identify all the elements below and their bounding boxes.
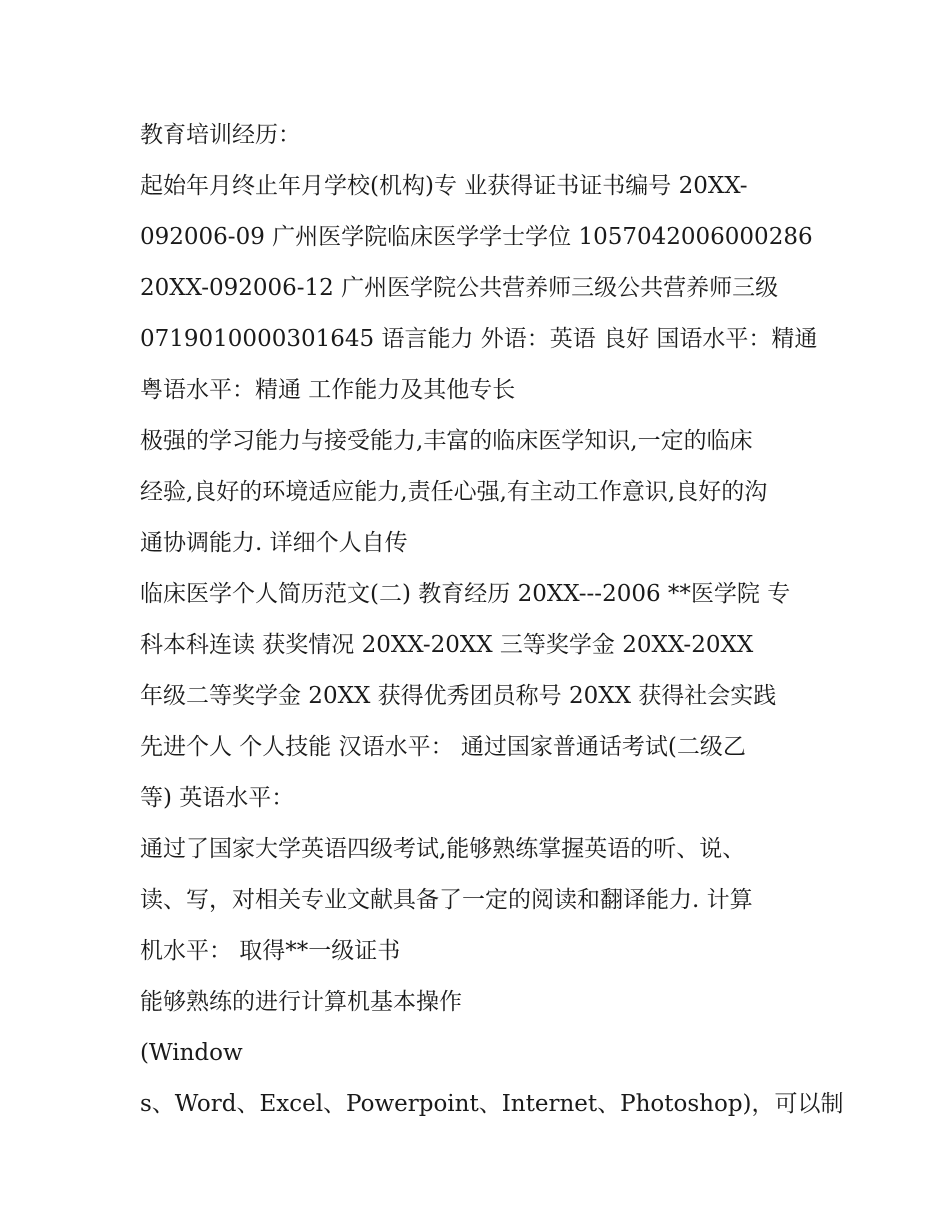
- text-line: 极强的学习能力与接受能力,丰富的临床医学知识,一定的临床: [140, 428, 753, 454]
- text-line: 临床医学个人简历范文(二) 教育经历 20XX---2006 **医学院 专: [140, 581, 791, 607]
- text-line: 能够熟练的进行计算机基本操作: [140, 989, 462, 1015]
- text-line: 年级二等奖学金 20XX 获得优秀团员称号 20XX 获得社会实践: [140, 683, 777, 709]
- text-line: s、Word、Excel、Powerpoint、Internet、Photoshop)，可以制: [140, 1091, 844, 1117]
- text-line: 粤语水平：精通 工作能力及其他专长: [140, 377, 516, 403]
- text-line: 先进个人 个人技能 汉语水平： 通过国家普通话考试(二级乙: [140, 734, 746, 760]
- text-line: 读、写，对相关专业文献具备了一定的阅读和翻译能力. 计算: [140, 887, 753, 913]
- text-line: 机水平： 取得**一级证书: [140, 938, 401, 964]
- text-line: (Window: [140, 1040, 243, 1066]
- text-line: 通过了国家大学英语四级考试,能够熟练掌握英语的听、说、: [140, 836, 746, 862]
- text-line: 092006-09 广州医学院临床医学学士学位 1057042006000286: [140, 224, 813, 250]
- text-line: 起始年月终止年月学校(机构)专 业获得证书证书编号 20XX-: [140, 173, 748, 199]
- text-line: 通协调能力. 详细个人自传: [140, 530, 408, 556]
- text-line: 20XX-092006-12 广州医学院公共营养师三级公共营养师三级: [140, 275, 779, 301]
- text-line: 0719010000301645 语言能力 外语：英语 良好 国语水平：精通: [140, 326, 818, 352]
- text-line: 科本科连读 获奖情况 20XX-20XX 三等奖学金 20XX-20XX: [140, 632, 754, 658]
- section-heading-education: 教育培训经历：: [140, 122, 301, 148]
- text-line: 等) 英语水平：: [140, 785, 295, 811]
- document-body: [140, 110, 844, 1130]
- text-line: 经验,良好的环境适应能力,责任心强,有主动工作意识,良好的沟: [140, 479, 768, 505]
